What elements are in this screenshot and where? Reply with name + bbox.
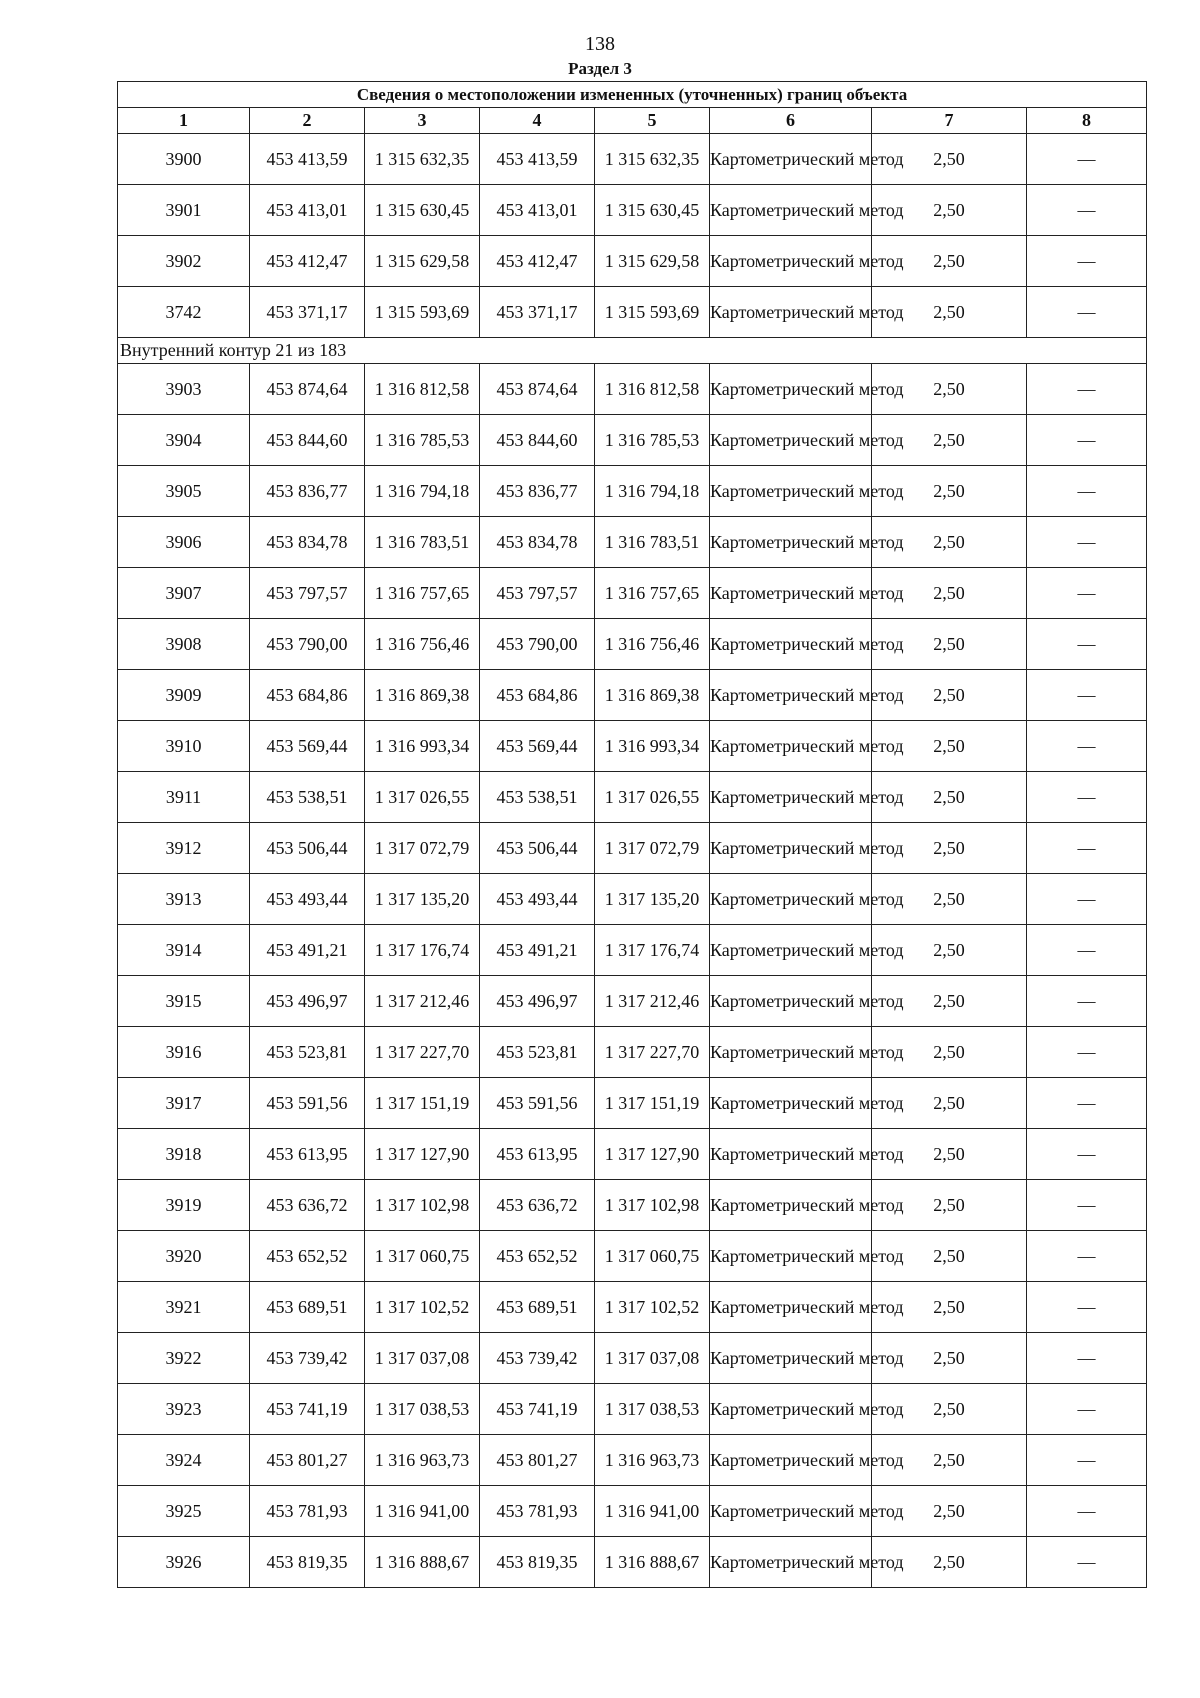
table-cell: 1 316 756,46 — [365, 619, 480, 670]
table-cell: — — [1027, 1078, 1147, 1129]
table-cell: 3918 — [118, 1129, 250, 1180]
table-cell: 1 316 869,38 — [365, 670, 480, 721]
table-cell: Картометрический метод — [710, 1027, 872, 1078]
table-cell: — — [1027, 1537, 1147, 1588]
table-cell: — — [1027, 1180, 1147, 1231]
table-cell: 1 316 783,51 — [365, 517, 480, 568]
table-cell: 3908 — [118, 619, 250, 670]
table-cell: 3909 — [118, 670, 250, 721]
table-cell: 453 371,17 — [480, 287, 595, 338]
table-cell: 453 790,00 — [480, 619, 595, 670]
table-cell: 453 491,21 — [480, 925, 595, 976]
table-cell: 3913 — [118, 874, 250, 925]
table-cell: 453 371,17 — [250, 287, 365, 338]
table-cell: 453 506,44 — [250, 823, 365, 874]
table-cell: 453 801,27 — [480, 1435, 595, 1486]
table-cell: 3901 — [118, 185, 250, 236]
table-cell: 1 317 212,46 — [365, 976, 480, 1027]
table-cell: 453 739,42 — [250, 1333, 365, 1384]
table-cell: 1 315 593,69 — [365, 287, 480, 338]
table-cell: 3905 — [118, 466, 250, 517]
table-cell: 1 316 888,67 — [365, 1537, 480, 1588]
column-header-row — [118, 108, 1147, 134]
table-cell: 1 317 072,79 — [365, 823, 480, 874]
table-cell: 1 317 037,08 — [365, 1333, 480, 1384]
table-cell: — — [1027, 134, 1147, 185]
table-cell: 1 316 993,34 — [595, 721, 710, 772]
table-cell: 3921 — [118, 1282, 250, 1333]
column-header: 7 — [872, 108, 1027, 134]
table-cell: — — [1027, 1333, 1147, 1384]
table-cell: 453 523,81 — [480, 1027, 595, 1078]
table-cell: Картометрический метод — [710, 874, 872, 925]
table-row — [118, 1027, 1147, 1078]
table-cell: 1 317 127,90 — [595, 1129, 710, 1180]
table-cell: 2,50 — [872, 925, 1027, 976]
table-cell: — — [1027, 185, 1147, 236]
table-row — [118, 185, 1147, 236]
table-cell: 453 844,60 — [480, 415, 595, 466]
table-cell: 1 317 212,46 — [595, 976, 710, 1027]
table-cell: 1 317 037,08 — [595, 1333, 710, 1384]
table-cell: 2,50 — [872, 568, 1027, 619]
table-cell: 3911 — [118, 772, 250, 823]
column-header: 5 — [595, 108, 710, 134]
table-cell: 1 316 812,58 — [365, 364, 480, 415]
table-cell: — — [1027, 466, 1147, 517]
table-cell: 3922 — [118, 1333, 250, 1384]
table-cell: — — [1027, 925, 1147, 976]
table-cell: 1 316 888,67 — [595, 1537, 710, 1588]
table-cell: 3917 — [118, 1078, 250, 1129]
table-cell: 3916 — [118, 1027, 250, 1078]
table-cell: 453 412,47 — [250, 236, 365, 287]
table-cell: — — [1027, 1486, 1147, 1537]
table-cell: Картометрический метод — [710, 1078, 872, 1129]
table-row — [118, 134, 1147, 185]
table-cell: 453 569,44 — [250, 721, 365, 772]
table-cell: 2,50 — [872, 236, 1027, 287]
table-cell: 2,50 — [872, 1231, 1027, 1282]
table-caption: Сведения о местоположении измененных (уточненных) границ объекта — [118, 82, 1147, 108]
table-cell: 1 317 127,90 — [365, 1129, 480, 1180]
table-cell: — — [1027, 568, 1147, 619]
table-cell: Картометрический метод — [710, 1129, 872, 1180]
column-header: 6 — [710, 108, 872, 134]
table-cell: 453 819,35 — [250, 1537, 365, 1588]
table-cell: 1 317 135,20 — [365, 874, 480, 925]
table-cell: 453 506,44 — [480, 823, 595, 874]
table-cell: 1 316 812,58 — [595, 364, 710, 415]
table-cell: Картометрический метод — [710, 619, 872, 670]
table-cell: 453 844,60 — [250, 415, 365, 466]
table-cell: 2,50 — [872, 134, 1027, 185]
column-header: 2 — [250, 108, 365, 134]
table-row — [118, 517, 1147, 568]
table-cell: 453 781,93 — [250, 1486, 365, 1537]
table-cell: Картометрический метод — [710, 670, 872, 721]
table-cell: — — [1027, 1027, 1147, 1078]
contour-label: Внутренний контур 21 из 183 — [118, 338, 1147, 364]
coordinates-table — [117, 81, 1147, 1588]
table-cell: 1 316 756,46 — [595, 619, 710, 670]
table-cell: 1 315 632,35 — [365, 134, 480, 185]
table-cell: 1 317 102,52 — [595, 1282, 710, 1333]
table-cell: 453 413,59 — [250, 134, 365, 185]
page-number: 138 — [585, 33, 615, 55]
table-cell: 1 316 757,65 — [595, 568, 710, 619]
table-cell: 1 317 038,53 — [365, 1384, 480, 1435]
table-cell: 2,50 — [872, 1027, 1027, 1078]
table-cell: — — [1027, 1231, 1147, 1282]
table-cell: 453 491,21 — [250, 925, 365, 976]
table-cell: 1 316 785,53 — [365, 415, 480, 466]
table-cell: 1 317 151,19 — [365, 1078, 480, 1129]
table-cell: 1 316 783,51 — [595, 517, 710, 568]
contour-row — [118, 338, 1147, 364]
table-row — [118, 1078, 1147, 1129]
table-cell: — — [1027, 415, 1147, 466]
table-cell: 453 413,01 — [480, 185, 595, 236]
table-cell: Картометрический метод — [710, 721, 872, 772]
table-cell: 453 739,42 — [480, 1333, 595, 1384]
table-cell: 453 636,72 — [250, 1180, 365, 1231]
table-cell: 453 569,44 — [480, 721, 595, 772]
table-cell: 453 797,57 — [480, 568, 595, 619]
table-cell: 1 317 135,20 — [595, 874, 710, 925]
table-cell: 2,50 — [872, 670, 1027, 721]
column-header: 3 — [365, 108, 480, 134]
table-cell: — — [1027, 976, 1147, 1027]
table-cell: 1 317 026,55 — [595, 772, 710, 823]
table-cell: Картометрический метод — [710, 1537, 872, 1588]
table-row — [118, 568, 1147, 619]
table-cell: 2,50 — [872, 287, 1027, 338]
table-cell: 453 741,19 — [480, 1384, 595, 1435]
table-cell: 453 636,72 — [480, 1180, 595, 1231]
table-cell: 1 317 227,70 — [365, 1027, 480, 1078]
table-cell: — — [1027, 670, 1147, 721]
table-row — [118, 1333, 1147, 1384]
table-cell: 2,50 — [872, 721, 1027, 772]
table-cell: 453 591,56 — [250, 1078, 365, 1129]
table-row — [118, 619, 1147, 670]
table-cell: 453 538,51 — [480, 772, 595, 823]
table-cell: 2,50 — [872, 1486, 1027, 1537]
table-caption-row — [118, 82, 1147, 108]
table-cell: 1 315 629,58 — [595, 236, 710, 287]
table-cell: 1 316 794,18 — [365, 466, 480, 517]
table-cell: — — [1027, 619, 1147, 670]
table-cell: Картометрический метод — [710, 976, 872, 1027]
table-cell: 1 316 785,53 — [595, 415, 710, 466]
table-cell: Картометрический метод — [710, 236, 872, 287]
table-cell: 1 315 593,69 — [595, 287, 710, 338]
table-cell: 453 874,64 — [250, 364, 365, 415]
table-cell: 2,50 — [872, 1333, 1027, 1384]
table-cell: 453 493,44 — [480, 874, 595, 925]
table-row — [118, 772, 1147, 823]
table-cell: 453 496,97 — [250, 976, 365, 1027]
table-cell: 2,50 — [872, 517, 1027, 568]
table-cell: 1 315 630,45 — [595, 185, 710, 236]
table-row — [118, 925, 1147, 976]
table-cell: 453 836,77 — [480, 466, 595, 517]
table-row — [118, 415, 1147, 466]
table-cell: 2,50 — [872, 1537, 1027, 1588]
table-cell: Картометрический метод — [710, 1435, 872, 1486]
table-row — [118, 1537, 1147, 1588]
table-cell: 1 317 038,53 — [595, 1384, 710, 1435]
table-cell: 2,50 — [872, 1078, 1027, 1129]
table-cell: 3907 — [118, 568, 250, 619]
table-cell: Картометрический метод — [710, 185, 872, 236]
table-cell: 2,50 — [872, 1384, 1027, 1435]
table-cell: 453 781,93 — [480, 1486, 595, 1537]
table-row — [118, 976, 1147, 1027]
table-cell: 1 317 102,52 — [365, 1282, 480, 1333]
table-cell: Картометрический метод — [710, 1384, 872, 1435]
table-cell: 3924 — [118, 1435, 250, 1486]
table-cell: 1 317 176,74 — [365, 925, 480, 976]
table-cell: 1 317 060,75 — [365, 1231, 480, 1282]
table-cell: 3900 — [118, 134, 250, 185]
table-cell: — — [1027, 1384, 1147, 1435]
table-cell: — — [1027, 721, 1147, 772]
table-row — [118, 874, 1147, 925]
table-cell: 1 316 757,65 — [365, 568, 480, 619]
table-cell: Картометрический метод — [710, 287, 872, 338]
table-cell: Картометрический метод — [710, 1486, 872, 1537]
table-row — [118, 1384, 1147, 1435]
table-cell: Картометрический метод — [710, 568, 872, 619]
table-cell: 453 538,51 — [250, 772, 365, 823]
table-cell: — — [1027, 1435, 1147, 1486]
table-cell: 2,50 — [872, 619, 1027, 670]
table-cell: 3915 — [118, 976, 250, 1027]
table-cell: 3926 — [118, 1537, 250, 1588]
table-cell: 453 613,95 — [480, 1129, 595, 1180]
table-cell: 1 315 632,35 — [595, 134, 710, 185]
table-cell: 1 317 060,75 — [595, 1231, 710, 1282]
table-row — [118, 1282, 1147, 1333]
table-cell: 453 801,27 — [250, 1435, 365, 1486]
table-row — [118, 466, 1147, 517]
table-cell: 453 652,52 — [250, 1231, 365, 1282]
table-cell: 453 652,52 — [480, 1231, 595, 1282]
table-row — [118, 1231, 1147, 1282]
table-cell: 3903 — [118, 364, 250, 415]
table-cell: — — [1027, 517, 1147, 568]
table-cell: 453 493,44 — [250, 874, 365, 925]
table-cell: 2,50 — [872, 1435, 1027, 1486]
table-cell: 2,50 — [872, 1129, 1027, 1180]
table-cell: — — [1027, 874, 1147, 925]
table-cell: 1 317 176,74 — [595, 925, 710, 976]
table-cell: 2,50 — [872, 1282, 1027, 1333]
table-cell: 453 790,00 — [250, 619, 365, 670]
table-cell: 2,50 — [872, 874, 1027, 925]
table-cell: 453 834,78 — [480, 517, 595, 568]
table-cell: — — [1027, 287, 1147, 338]
table-cell: 3912 — [118, 823, 250, 874]
table-body — [118, 134, 1147, 1588]
table-cell: 2,50 — [872, 466, 1027, 517]
table-cell: 1 316 963,73 — [365, 1435, 480, 1486]
table-row — [118, 364, 1147, 415]
table-cell: — — [1027, 1282, 1147, 1333]
table-cell: — — [1027, 236, 1147, 287]
table-cell: 1 316 941,00 — [365, 1486, 480, 1537]
table-cell: Картометрический метод — [710, 823, 872, 874]
table-cell: 3920 — [118, 1231, 250, 1282]
table-cell: 1 316 869,38 — [595, 670, 710, 721]
table-cell: 453 413,01 — [250, 185, 365, 236]
table-cell: 2,50 — [872, 364, 1027, 415]
table-row — [118, 287, 1147, 338]
table-cell: 453 819,35 — [480, 1537, 595, 1588]
table-cell: 3906 — [118, 517, 250, 568]
table-row — [118, 1435, 1147, 1486]
table-cell: 1 316 963,73 — [595, 1435, 710, 1486]
table-row — [118, 823, 1147, 874]
table-cell: 453 523,81 — [250, 1027, 365, 1078]
table-cell: — — [1027, 364, 1147, 415]
table-row — [118, 236, 1147, 287]
table-cell: — — [1027, 772, 1147, 823]
table-cell: 453 412,47 — [480, 236, 595, 287]
table-cell: 453 834,78 — [250, 517, 365, 568]
table-cell: 453 741,19 — [250, 1384, 365, 1435]
table-cell: 453 496,97 — [480, 976, 595, 1027]
table-cell: Картометрический метод — [710, 466, 872, 517]
table-cell: 1 315 629,58 — [365, 236, 480, 287]
table-cell: 2,50 — [872, 185, 1027, 236]
table-row — [118, 1486, 1147, 1537]
table-cell: 3904 — [118, 415, 250, 466]
table-row — [118, 1129, 1147, 1180]
table-cell: — — [1027, 1129, 1147, 1180]
table-cell: Картометрический метод — [710, 364, 872, 415]
table-cell: 1 317 102,98 — [365, 1180, 480, 1231]
table-cell: Картометрический метод — [710, 1180, 872, 1231]
table-cell: 453 689,51 — [480, 1282, 595, 1333]
table-cell: 453 684,86 — [480, 670, 595, 721]
table-cell: 453 613,95 — [250, 1129, 365, 1180]
table-cell: 2,50 — [872, 823, 1027, 874]
table-cell: Картометрический метод — [710, 415, 872, 466]
table-row — [118, 721, 1147, 772]
table-cell: 1 317 072,79 — [595, 823, 710, 874]
table-cell: 3910 — [118, 721, 250, 772]
table-cell: 1 317 227,70 — [595, 1027, 710, 1078]
section-title: Раздел 3 — [568, 59, 632, 78]
table-cell: 1 316 941,00 — [595, 1486, 710, 1537]
column-header: 4 — [480, 108, 595, 134]
table-cell: 453 689,51 — [250, 1282, 365, 1333]
table-cell: Картометрический метод — [710, 1282, 872, 1333]
table-cell: Картометрический метод — [710, 134, 872, 185]
table-cell: 1 315 630,45 — [365, 185, 480, 236]
table-cell: 1 317 102,98 — [595, 1180, 710, 1231]
table-cell: 3914 — [118, 925, 250, 976]
table-cell: 1 317 026,55 — [365, 772, 480, 823]
table-cell: Картометрический метод — [710, 1333, 872, 1384]
table-cell: 453 836,77 — [250, 466, 365, 517]
table-cell: 2,50 — [872, 415, 1027, 466]
table-cell: 453 413,59 — [480, 134, 595, 185]
table-cell: Картометрический метод — [710, 925, 872, 976]
table-cell: 3923 — [118, 1384, 250, 1435]
table-cell: 3919 — [118, 1180, 250, 1231]
table-cell: 2,50 — [872, 772, 1027, 823]
column-header: 8 — [1027, 108, 1147, 134]
table-cell: — — [1027, 823, 1147, 874]
table-cell: 453 591,56 — [480, 1078, 595, 1129]
table-cell: 3925 — [118, 1486, 250, 1537]
table-cell: 1 317 151,19 — [595, 1078, 710, 1129]
table-cell: 1 316 993,34 — [365, 721, 480, 772]
table-cell: Картометрический метод — [710, 772, 872, 823]
table-row — [118, 670, 1147, 721]
table-cell: Картометрический метод — [710, 1231, 872, 1282]
table-cell: 453 684,86 — [250, 670, 365, 721]
table-cell: Картометрический метод — [710, 517, 872, 568]
table-cell: 1 316 794,18 — [595, 466, 710, 517]
table-cell: 2,50 — [872, 1180, 1027, 1231]
table-cell: 2,50 — [872, 976, 1027, 1027]
column-header: 1 — [118, 108, 250, 134]
table-cell: 453 797,57 — [250, 568, 365, 619]
table-row — [118, 1180, 1147, 1231]
table-cell: 3902 — [118, 236, 250, 287]
table-cell: 453 874,64 — [480, 364, 595, 415]
table-cell: 3742 — [118, 287, 250, 338]
